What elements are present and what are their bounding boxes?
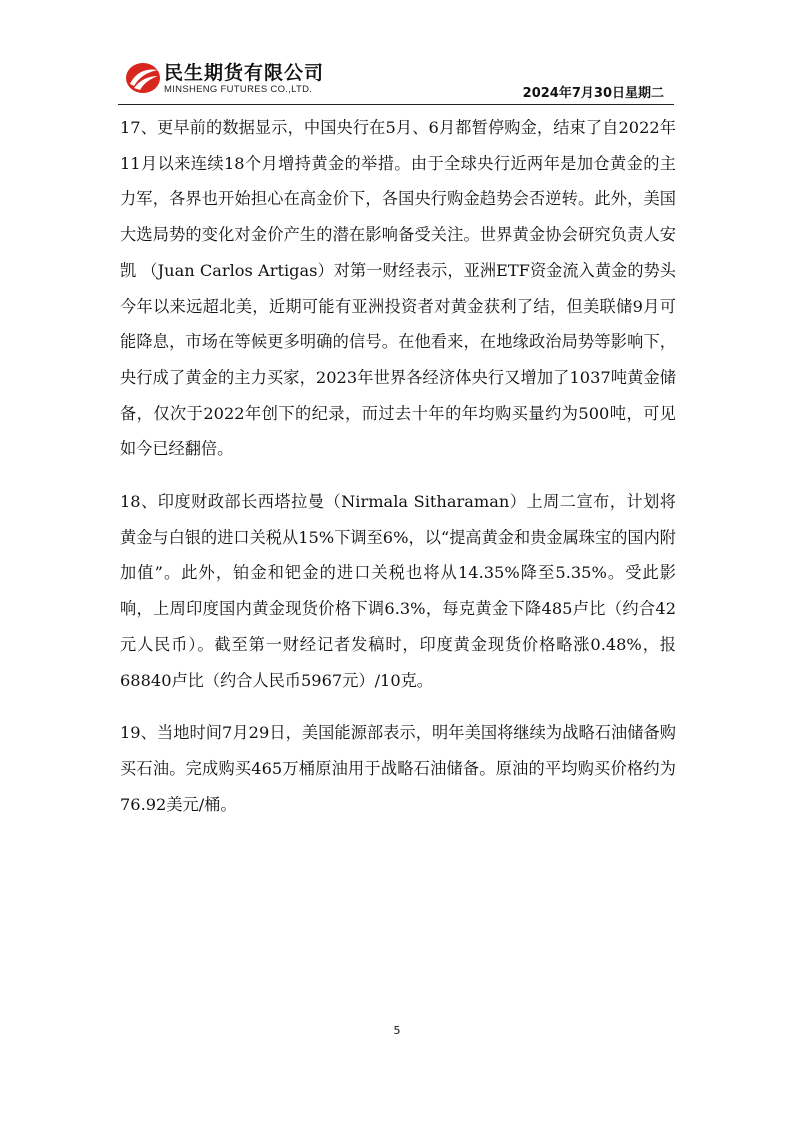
paragraph-18: 18、印度财政部长西塔拉曼（Nirmala Sitharaman）上周二宣布，计划将黄金与白银的进口关税从15%下调至6%，以“提高黄金和贵金属珠宝的国内附加值”。此外，铂金和钯金的进口关税也将从14.35%降至5.35%。受此影响，上周印度国内黄金现货价格下调6.3%，每克黄金下降485卢比（约合42元人民币）。截至第一财经记者发稿时，印度黄金现货价格略涨0.48%，报68840卢比（约合人民币5967元）/10克。	[120, 492, 676, 690]
minsheng-logo-icon	[124, 60, 162, 96]
company-name-cn: 民生期货有限公司	[164, 62, 325, 84]
paragraph-17: 17、更早前的数据显示，中国央行在5月、6月都暂停购金，结束了自2022年11月以来连续18个月增持黄金的举措。由于全球央行近两年是加仓黄金的主力军，各界也开始担心在高金价下，各国央行购金趋势会否逆转。此外，美国大选局势的变化对金价产生的潜在影响备受关注。世界黄金协会研究负责人安凯 （Juan Carlos Artigas）对第一财经表示，亚洲ETF资金流入黄金的势头今年以来远超北美，近期可能有亚洲投资者对黄金获利了结，但美联储9月可能降息，市场在等候更多明确的信号。在他看来，在地缘政治局势等影响下，央行成了黄金的主力买家，2023年世界各经济体央行又增加了1037吨黄金储备，仅次于2022年创下的纪录，而过去十年的年均购买量约为500吨，可见如今已经翻倍。	[120, 118, 676, 459]
company-name-en: MINSHENG FUTURES CO.,LTD.	[164, 84, 313, 95]
paragraph-19: 19、当地时间7月29日，美国能源部表示，明年美国将继续为战略石油储备购买石油。完成购买465万桶原油用于战略石油储备。原油的平均购买价格约为76.92美元/桶。	[120, 723, 676, 814]
report-date: 2024年7月30日星期二	[522, 86, 664, 101]
page-header	[0, 0, 794, 106]
company-logo	[124, 58, 384, 102]
page-number: 5	[393, 1024, 401, 1037]
header-divider	[118, 104, 674, 105]
document-body	[120, 110, 676, 822]
